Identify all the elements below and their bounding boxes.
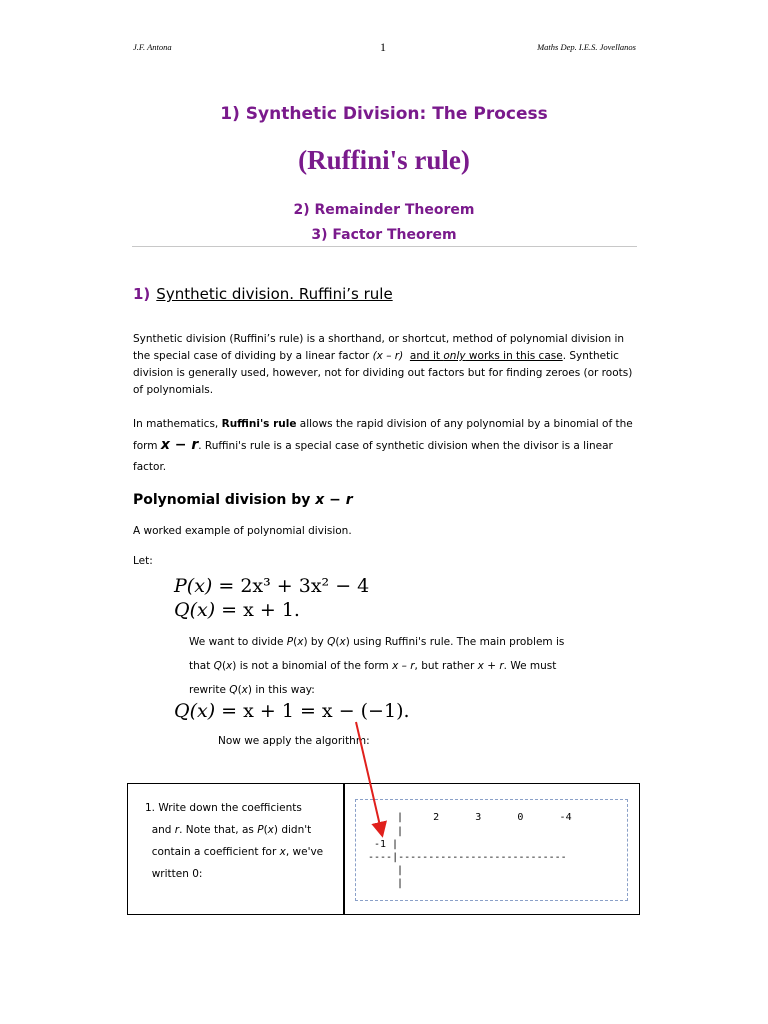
equation-q-rhs: = x + 1. <box>221 599 300 621</box>
ruffini-row-5: | <box>397 865 404 876</box>
ruffini-row-coefficients: | 2 3 0 -4 <box>397 812 572 823</box>
para2-text-end: . Ruffini's rule is a special case of synthetic division when the divisor is a linear factor. <box>133 440 613 473</box>
para1-text-end: . Synthetic division is generally used, however, not for dividing out factors but for finding zeroes (or roots) of polynomials. <box>133 350 633 396</box>
step-line1: 1. Write down the coefficients <box>145 802 302 814</box>
step-line3: contain a coefficient for x, we've <box>151 846 324 858</box>
ruffini-row-divisor: -1 | <box>374 839 399 850</box>
page-number: 1 <box>380 40 386 54</box>
para3-line2: that Q(x) is not a binomial of the form x – r, but rather x + r. We must <box>189 660 557 672</box>
step-line2: and r. Note that, as P(x) didn't <box>151 824 312 836</box>
section-number: 1) <box>133 285 151 303</box>
para1-factor: (x – r) <box>372 350 404 362</box>
ruffini-row-separator: ----|---------------------------- <box>368 852 567 863</box>
main-title: 1) Synthetic Division: The Process <box>220 104 548 124</box>
para3-line3: rewrite Q(x) in this way: <box>189 684 315 696</box>
subtitle-ruffini: (Ruffini's rule) <box>298 145 470 175</box>
step-line4: written 0: <box>151 868 203 880</box>
let-label: Let: <box>133 555 153 567</box>
equation-q-lhs: Q(x) <box>174 599 216 621</box>
para1-only: only <box>443 350 466 362</box>
title-factor-theorem: 3) Factor Theorem <box>311 227 457 243</box>
ruffini-row-6: | <box>397 878 404 889</box>
subheading-text: Polynomial division by <box>133 492 316 508</box>
para2-text-mid: allows the rapid division of any polynomial by a binomial of the form <box>133 418 633 452</box>
header-author: J.F. Antona <box>133 42 172 52</box>
section-title: Synthetic division. Ruffini’s rule <box>156 285 393 303</box>
equation-rewrite-rhs: = x + 1 = x − (−1). <box>221 700 410 722</box>
para2-bold: Ruffini's rule <box>221 418 297 430</box>
ruffini-row-2: | <box>397 826 404 837</box>
subheading-expression: x − r <box>315 492 353 508</box>
para2-text: In mathematics, <box>133 418 222 430</box>
apply-algorithm: Now we apply the algorithm: <box>218 735 370 747</box>
worked-example: A worked example of polynomial division. <box>133 525 352 537</box>
para1-underlined: and it <box>409 350 444 362</box>
title-remainder-theorem: 2) Remainder Theorem <box>293 202 475 218</box>
equation-p-lhs: P(x) <box>174 575 213 597</box>
para2-form: x − r <box>160 437 199 453</box>
equation-rewrite-lhs: Q(x) <box>174 700 216 722</box>
para1-text: Synthetic division (Ruffini’s rule) is a shorthand, or shortcut, method of polynomial division in the special case of dividing by a linear factor <box>133 333 625 362</box>
para3-line1: We want to divide P(x) by Q(x) using Ruffini's rule. The main problem is <box>189 636 565 648</box>
header-department: Maths Dep. I.E.S. Jovellanos <box>537 42 636 52</box>
para1-underlined-end: works in this case <box>465 350 563 362</box>
arrow-line <box>356 722 381 830</box>
equation-p-rhs: = 2x³ + 3x² − 4 <box>218 575 370 597</box>
